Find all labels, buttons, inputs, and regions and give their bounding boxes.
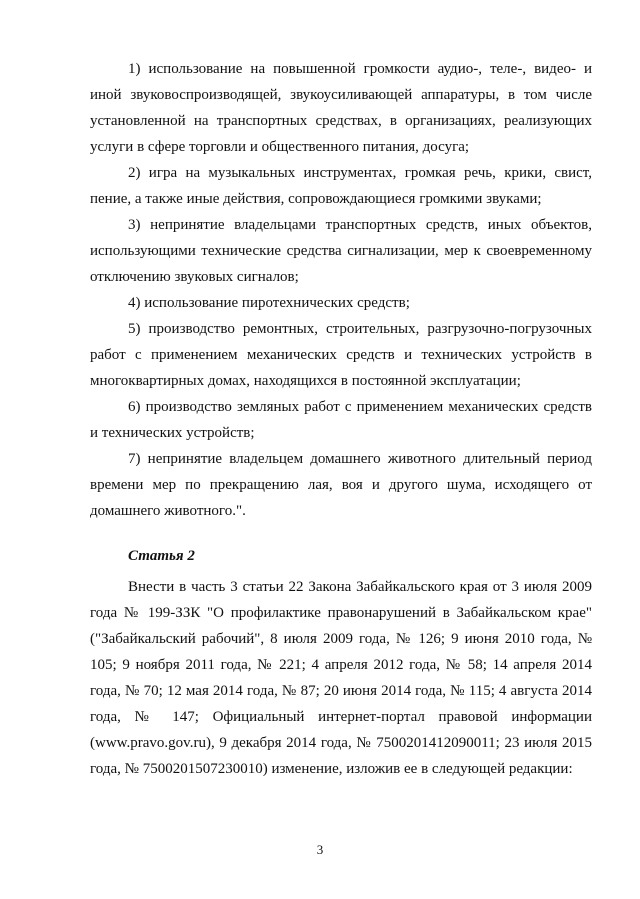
article-paragraph: Внести в часть 3 статьи 22 Закона Забайкальского края от 3 июля 2009 года № 199-ЗЗК "О профилактике правонарушений в Забайкальском крае" ("Забайкальский рабочий", 8 июля 2009 года, № 126; 9 июня 2010 года, № 105; 9 ноября 2011 года, № 221; 4 апреля 2012 года, № 58; 14 апреля 2014 года, № 70; 12 мая 2014 года, № 87; 20 июня 2014 года, № 115; 4 августа 2014 года, № 147; Официальный интернет-портал правовой информации (www.pravo.gov.ru), 9 декабря 2014 года, № 7500201412090011; 23 июля 2015 года, № 7500201507230010) изменение, изложив ее в следующей редакции: bbox=[90, 579, 592, 777]
list-item-6: 6) производство земляных работ с применением механических средств и технических устройств; bbox=[90, 399, 592, 441]
page-number: 3 bbox=[316, 842, 324, 857]
list-item-7: 7) непринятие владельцем домашнего животного длительный период времени мер по прекращению лая, воя и другого шума, исходящего от домашнего животного.". bbox=[90, 451, 592, 519]
article-heading: Статья 2 bbox=[128, 548, 195, 564]
document-body bbox=[90, 56, 592, 782]
list-item-2: 2) игра на музыкальных инструментах, громкая речь, крики, свист, пение, а также иные действия, сопровождающиеся громкими звуками; bbox=[90, 165, 592, 207]
list-item-5: 5) производство ремонтных, строительных, разгрузочно-погрузочных работ с применением механических средств и технических устройств в многоквартирных домах, находящихся в постоянной эксплуатации; bbox=[90, 321, 592, 389]
list-item-4: 4) использование пиротехнических средств; bbox=[128, 295, 410, 311]
list-item-1: 1) использование на повышенной громкости аудио-, теле-, видео- и иной звуковоспроизводящей, звукоусиливающей аппаратуры, в том числе установленной на транспортных средствах, в организациях, реализующих услуги в сфере торговли и общественного питания, досуга; bbox=[90, 61, 592, 155]
list-item-3: 3) непринятие владельцами транспортных средств, иных объектов, использующими технические средства сигнализации, мер к своевременному отключению звуковых сигналов; bbox=[90, 217, 592, 285]
